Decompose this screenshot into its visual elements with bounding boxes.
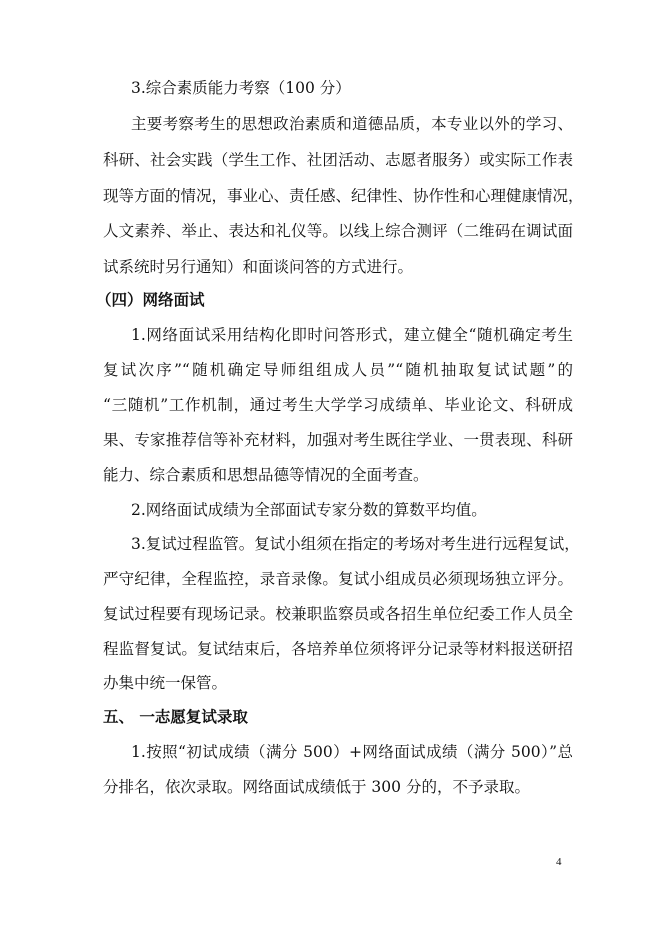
section-3-line-2: 科研、社会实践（学生工作、社团活动、志愿者服务）或实际工作表 [103,151,573,169]
section-4-item3-line-5: 办集中统一保管。 [103,674,228,692]
section-4-item1-line-3: “三随机”工作机制，通过考生大学学习成绩单、毕业论文、科研成 [103,396,573,414]
section-5-item1-line-1: 1.按照“初试成绩（满分 500）+网络面试成绩（满分 500）”总 [131,743,573,761]
section-4-item3-line-2: 严守纪律，全程监控，录音录像。复试小组成员必须现场独立评分。 [103,570,573,588]
section-3-line-5: 试系统时另行通知）和面谈问答的方式进行。 [103,258,414,276]
section-4-item3-line-3: 复试过程要有现场记录。校兼职监察员或各招生单位纪委工作人员全 [103,605,573,623]
section-3-title: 3.综合素质能力考察（100 分） [131,79,351,97]
page-number: 4 [556,856,562,868]
section-4-item1-line-4: 果、专家推荐信等补充材料，加强对考生既往学业、一贯表现、科研 [103,431,573,449]
section-4-item3-line-4: 程监督复试。复试结束后，各培养单位须将评分记录等材料报送研招 [103,640,573,658]
section-4-item3-line-1: 3.复试过程监管。复试小组须在指定的考场对考生进行远程复试， [131,535,580,553]
section-4-item1-line-1: 1.网络面试采用结构化即时问答形式，建立健全“随机确定考生 [131,326,573,344]
section-3-line-1: 主要考察考生的思想政治素质和道德品质，本专业以外的学习、 [131,115,573,133]
section-3-line-4: 人文素养、举止、表达和礼仪等。以线上综合测评（二维码在调试面 [103,222,573,240]
section-4-item2: 2.网络面试成绩为全部面试专家分数的算数平均值。 [131,501,487,519]
section-4-item1-line-5: 能力、综合素质和思想品德等情况的全面考查。 [103,466,429,484]
section-3-line-3: 现等方面的情况，事业心、责任感、纪律性、协作性和心理健康情况， [103,187,584,205]
section-5-heading: 五、 一志愿复试录取 [103,708,248,726]
section-4-item1-line-2: 复试次序”“随机确定导师组组成人员”“随机抽取复试试题”的 [103,361,573,379]
section-4-heading: （四）网络面试 [96,291,205,309]
section-5-item1-line-2: 分排名，依次录取。网络面试成绩低于 300 分的，不予录取。 [103,778,530,796]
